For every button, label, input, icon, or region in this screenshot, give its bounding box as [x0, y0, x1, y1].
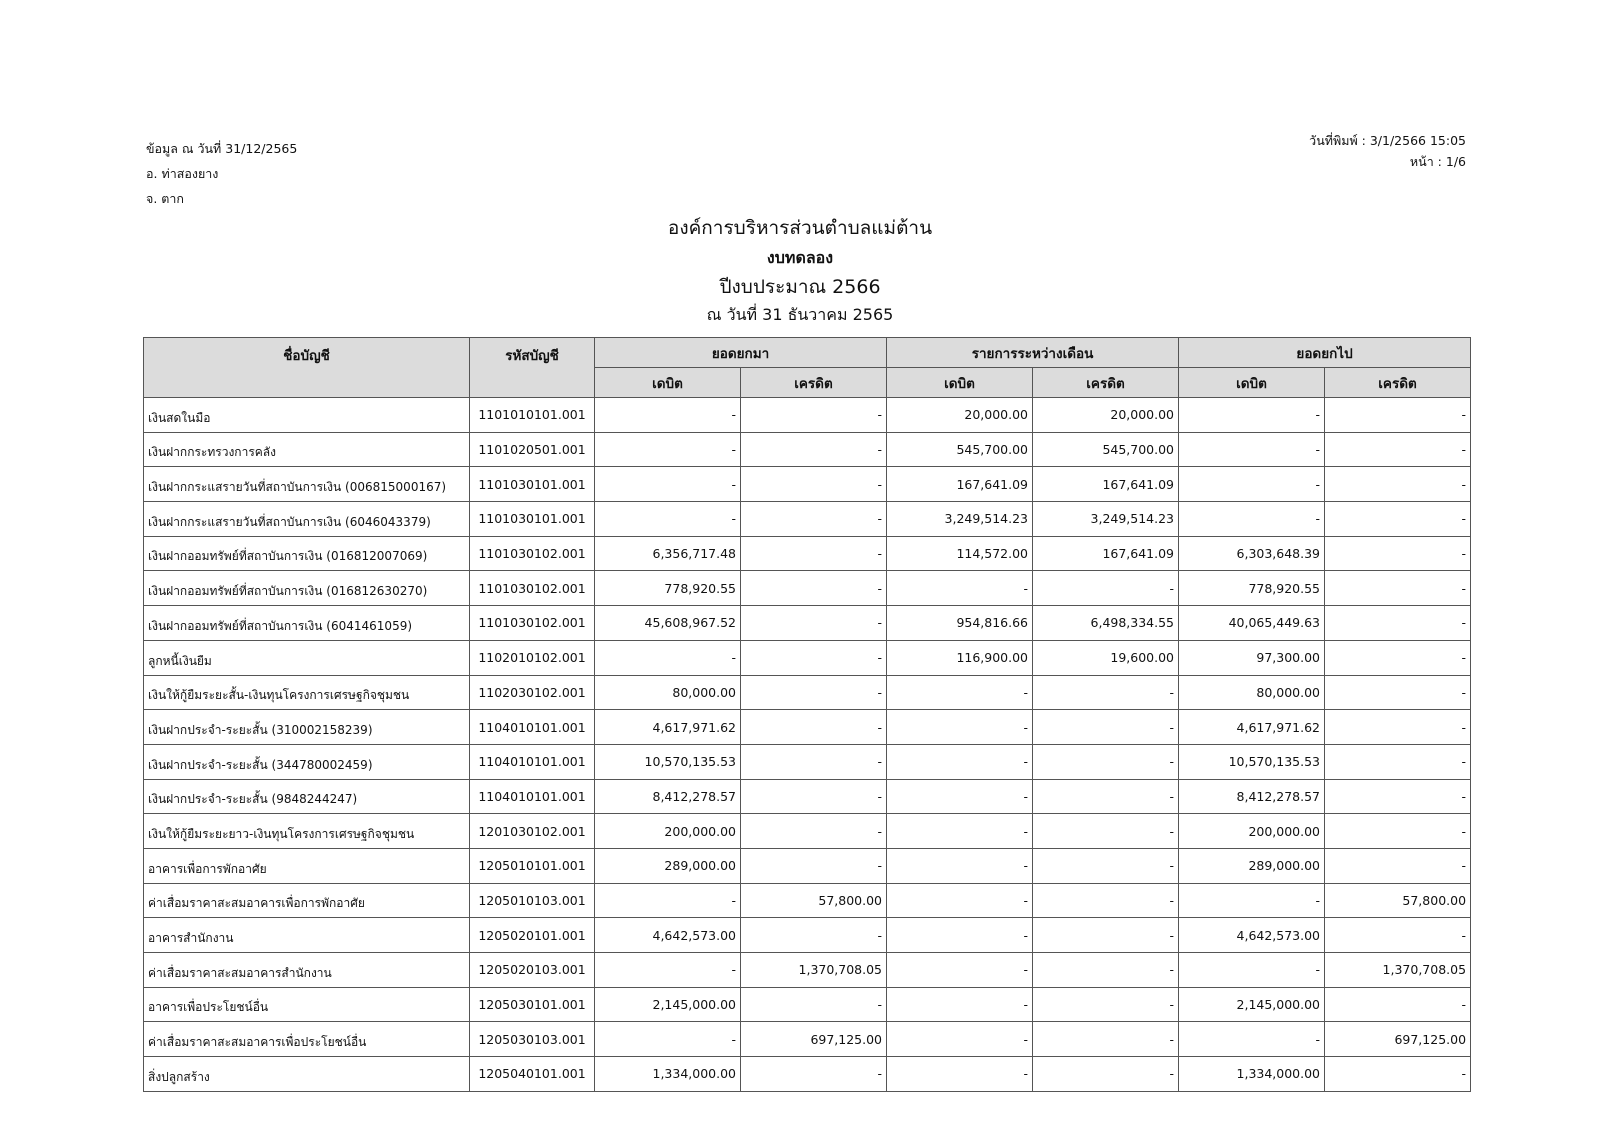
cf-debit-cell: 10,570,135.53: [1179, 744, 1325, 779]
cf-credit-cell: -: [1325, 606, 1471, 641]
bf-credit-cell: -: [741, 675, 887, 710]
month-credit-cell: -: [1033, 710, 1179, 745]
bf-credit-cell: -: [741, 640, 887, 675]
month-debit-cell: -: [887, 987, 1033, 1022]
table-row: [144, 848, 1471, 883]
account-name-cell: อาคารเพื่อการพักอาศัย: [144, 848, 470, 883]
trial-balance-table: [143, 337, 1471, 1092]
account-name-cell: เงินให้กู้ยืมระยะสั้น-เงินทุนโครงการเศรษฐกิจชุมชน: [144, 675, 470, 710]
month-debit-cell: -: [887, 675, 1033, 710]
page-number: หน้า : 1/6: [1409, 154, 1466, 169]
account-name-cell: เงินให้กู้ยืมระยะยาว-เงินทุนโครงการเศรษฐกิจชุมชน: [144, 814, 470, 849]
account-code-cell: 1101030101.001: [470, 502, 595, 537]
account-code-cell: 1201030102.001: [470, 814, 595, 849]
account-name-cell: เงินฝากออมทรัพย์ที่สถาบันการเงิน (016812630270): [144, 571, 470, 606]
month-credit-cell: 167,641.09: [1033, 467, 1179, 502]
cf-credit-cell: -: [1325, 467, 1471, 502]
month-debit-cell: -: [887, 1022, 1033, 1057]
cf-credit-cell: -: [1325, 432, 1471, 467]
table-row: [144, 467, 1471, 502]
cf-credit-cell: -: [1325, 814, 1471, 849]
account-name-cell: เงินฝากกระทรวงการคลัง: [144, 432, 470, 467]
cf-credit-cell: -: [1325, 502, 1471, 537]
account-name-cell: เงินฝากประจำ-ระยะสั้น (310002158239): [144, 710, 470, 745]
account-name-cell: อาคารสำนักงาน: [144, 918, 470, 953]
cf-credit-cell: 697,125.00: [1325, 1022, 1471, 1057]
bf-credit-cell: -: [741, 398, 887, 433]
table-row: [144, 536, 1471, 571]
account-name-cell: เงินฝากออมทรัพย์ที่สถาบันการเงิน (6041461059): [144, 606, 470, 641]
month-debit-cell: -: [887, 918, 1033, 953]
table-row: [144, 502, 1471, 537]
account-code-cell: 1205010101.001: [470, 848, 595, 883]
account-code-cell: 1101010101.001: [470, 398, 595, 433]
table-row: [144, 432, 1471, 467]
cf-debit-cell: -: [1179, 502, 1325, 537]
month-debit-cell: -: [887, 744, 1033, 779]
table-row: [144, 814, 1471, 849]
account-code-cell: 1101020501.001: [470, 432, 595, 467]
month-debit-cell: 114,572.00: [887, 536, 1033, 571]
bf-debit-cell: -: [595, 502, 741, 537]
bf-credit-cell: -: [741, 918, 887, 953]
month-debit-cell: -: [887, 848, 1033, 883]
month-credit-cell: -: [1033, 1022, 1179, 1057]
bf-credit-cell: -: [741, 814, 887, 849]
bf-credit-cell: -: [741, 710, 887, 745]
table-row: [144, 606, 1471, 641]
header-account-name: ชื่อบัญชี: [144, 338, 470, 398]
table-row: [144, 744, 1471, 779]
table-row: [144, 918, 1471, 953]
account-code-cell: 1101030102.001: [470, 536, 595, 571]
cf-debit-cell: 8,412,278.57: [1179, 779, 1325, 814]
table-row: [144, 675, 1471, 710]
cf-credit-cell: -: [1325, 536, 1471, 571]
cf-credit-cell: -: [1325, 1057, 1471, 1092]
cf-credit-cell: -: [1325, 640, 1471, 675]
cf-credit-cell: -: [1325, 918, 1471, 953]
bf-debit-cell: 80,000.00: [595, 675, 741, 710]
account-code-cell: 1205030103.001: [470, 1022, 595, 1057]
header-debit: เดบิต: [1179, 368, 1325, 398]
report-meta-right: [1309, 130, 1466, 172]
account-name-cell: ค่าเสื่อมราคาสะสมอาคารเพื่อการพักอาศัย: [144, 883, 470, 918]
month-credit-cell: 20,000.00: [1033, 398, 1179, 433]
month-credit-cell: -: [1033, 953, 1179, 988]
bf-credit-cell: -: [741, 536, 887, 571]
bf-debit-cell: 1,334,000.00: [595, 1057, 741, 1092]
table-row: [144, 571, 1471, 606]
month-debit-cell: -: [887, 1057, 1033, 1092]
cf-credit-cell: 1,370,708.05: [1325, 953, 1471, 988]
month-credit-cell: -: [1033, 987, 1179, 1022]
table-row: [144, 1057, 1471, 1092]
month-debit-cell: 116,900.00: [887, 640, 1033, 675]
table-row: [144, 640, 1471, 675]
month-credit-cell: 545,700.00: [1033, 432, 1179, 467]
district: อ. ท่าสองยาง: [146, 166, 219, 181]
account-code-cell: 1205010103.001: [470, 883, 595, 918]
table-row: [144, 1022, 1471, 1057]
bf-credit-cell: -: [741, 502, 887, 537]
month-credit-cell: -: [1033, 1057, 1179, 1092]
bf-debit-cell: -: [595, 1022, 741, 1057]
account-code-cell: 1104010101.001: [470, 710, 595, 745]
account-name-cell: เงินสดในมือ: [144, 398, 470, 433]
cf-credit-cell: -: [1325, 710, 1471, 745]
account-name-cell: สิ่งปลูกสร้าง: [144, 1057, 470, 1092]
month-credit-cell: -: [1033, 675, 1179, 710]
account-name-cell: ลูกหนี้เงินยืม: [144, 640, 470, 675]
cf-credit-cell: -: [1325, 848, 1471, 883]
table-row: [144, 953, 1471, 988]
header-during-month: รายการระหว่างเดือน: [887, 338, 1179, 368]
month-debit-cell: 167,641.09: [887, 467, 1033, 502]
bf-debit-cell: -: [595, 432, 741, 467]
month-credit-cell: -: [1033, 918, 1179, 953]
bf-debit-cell: 10,570,135.53: [595, 744, 741, 779]
bf-credit-cell: -: [741, 744, 887, 779]
account-code-cell: 1205040101.001: [470, 1057, 595, 1092]
month-credit-cell: 167,641.09: [1033, 536, 1179, 571]
cf-credit-cell: -: [1325, 744, 1471, 779]
account-code-cell: 1101030102.001: [470, 571, 595, 606]
bf-debit-cell: -: [595, 953, 741, 988]
month-debit-cell: -: [887, 883, 1033, 918]
account-name-cell: อาคารเพื่อประโยชน์อื่น: [144, 987, 470, 1022]
account-code-cell: 1205020103.001: [470, 953, 595, 988]
header-carried-forward: ยอดยกไป: [1179, 338, 1471, 368]
account-code-cell: 1205030101.001: [470, 987, 595, 1022]
cf-credit-cell: -: [1325, 675, 1471, 710]
header-credit: เครดิต: [741, 368, 887, 398]
cf-debit-cell: 97,300.00: [1179, 640, 1325, 675]
province: จ. ตาก: [146, 191, 184, 206]
account-name-cell: เงินฝากประจำ-ระยะสั้น (344780002459): [144, 744, 470, 779]
month-credit-cell: -: [1033, 744, 1179, 779]
fiscal-year-title: ปีงบประมาณ 2566: [719, 276, 881, 298]
bf-credit-cell: 697,125.00: [741, 1022, 887, 1057]
cf-debit-cell: 1,334,000.00: [1179, 1057, 1325, 1092]
month-debit-cell: -: [887, 571, 1033, 606]
table-body: [144, 398, 1471, 1092]
bf-credit-cell: -: [741, 432, 887, 467]
month-credit-cell: -: [1033, 848, 1179, 883]
account-name-cell: เงินฝากออมทรัพย์ที่สถาบันการเงิน (016812007069): [144, 536, 470, 571]
account-name-cell: เงินฝากประจำ-ระยะสั้น (9848244247): [144, 779, 470, 814]
month-credit-cell: -: [1033, 779, 1179, 814]
cf-debit-cell: 200,000.00: [1179, 814, 1325, 849]
organization-title: องค์การบริหารส่วนตำบลแม่ต้าน: [667, 217, 933, 239]
month-credit-cell: -: [1033, 814, 1179, 849]
cf-debit-cell: -: [1179, 953, 1325, 988]
cf-credit-cell: -: [1325, 398, 1471, 433]
header-account-code: รหัสบัญชี: [470, 338, 595, 398]
account-code-cell: 1104010101.001: [470, 779, 595, 814]
bf-debit-cell: 289,000.00: [595, 848, 741, 883]
account-name-cell: ค่าเสื่อมราคาสะสมอาคารเพื่อประโยชน์อื่น: [144, 1022, 470, 1057]
month-credit-cell: 6,498,334.55: [1033, 606, 1179, 641]
account-code-cell: 1205020101.001: [470, 918, 595, 953]
month-credit-cell: -: [1033, 571, 1179, 606]
account-code-cell: 1101030102.001: [470, 606, 595, 641]
cf-debit-cell: -: [1179, 883, 1325, 918]
report-titles: [0, 212, 1600, 328]
bf-debit-cell: 2,145,000.00: [595, 987, 741, 1022]
month-debit-cell: -: [887, 814, 1033, 849]
bf-credit-cell: -: [741, 1057, 887, 1092]
account-code-cell: 1102010102.001: [470, 640, 595, 675]
as-of-date: ณ วันที่ 31 ธันวาคม 2565: [706, 305, 894, 324]
month-credit-cell: 3,249,514.23: [1033, 502, 1179, 537]
table-row: [144, 710, 1471, 745]
bf-debit-cell: 8,412,278.57: [595, 779, 741, 814]
cf-credit-cell: -: [1325, 779, 1471, 814]
cf-debit-cell: 4,642,573.00: [1179, 918, 1325, 953]
bf-debit-cell: 6,356,717.48: [595, 536, 741, 571]
bf-credit-cell: -: [741, 606, 887, 641]
header-credit: เครดิต: [1033, 368, 1179, 398]
header-row-groups: [144, 338, 1471, 368]
cf-debit-cell: 2,145,000.00: [1179, 987, 1325, 1022]
bf-debit-cell: -: [595, 640, 741, 675]
table-header: [144, 338, 1471, 398]
bf-debit-cell: -: [595, 398, 741, 433]
account-code-cell: 1104010101.001: [470, 744, 595, 779]
table-row: [144, 883, 1471, 918]
header-debit: เดบิต: [887, 368, 1033, 398]
print-date: วันที่พิมพ์ : 3/1/2566 15:05: [1309, 133, 1466, 148]
cf-debit-cell: -: [1179, 398, 1325, 433]
account-code-cell: 1102030102.001: [470, 675, 595, 710]
month-credit-cell: -: [1033, 883, 1179, 918]
bf-debit-cell: -: [595, 883, 741, 918]
cf-credit-cell: -: [1325, 571, 1471, 606]
table-row: [144, 987, 1471, 1022]
header-credit: เครดิต: [1325, 368, 1471, 398]
report-meta-left: [146, 136, 297, 211]
bf-debit-cell: 4,617,971.62: [595, 710, 741, 745]
cf-credit-cell: 57,800.00: [1325, 883, 1471, 918]
cf-debit-cell: 80,000.00: [1179, 675, 1325, 710]
account-name-cell: ค่าเสื่อมราคาสะสมอาคารสำนักงาน: [144, 953, 470, 988]
account-code-cell: 1101030101.001: [470, 467, 595, 502]
month-debit-cell: 545,700.00: [887, 432, 1033, 467]
bf-credit-cell: -: [741, 987, 887, 1022]
bf-debit-cell: 45,608,967.52: [595, 606, 741, 641]
table-row: [144, 779, 1471, 814]
bf-credit-cell: -: [741, 467, 887, 502]
data-date: ข้อมูล ณ วันที่ 31/12/2565: [146, 141, 298, 156]
account-name-cell: เงินฝากกระแสรายวันที่สถาบันการเงิน (6046043379): [144, 502, 470, 537]
month-debit-cell: 20,000.00: [887, 398, 1033, 433]
cf-debit-cell: 6,303,648.39: [1179, 536, 1325, 571]
cf-credit-cell: -: [1325, 987, 1471, 1022]
month-credit-cell: 19,600.00: [1033, 640, 1179, 675]
table-row: [144, 398, 1471, 433]
cf-debit-cell: -: [1179, 467, 1325, 502]
month-debit-cell: 3,249,514.23: [887, 502, 1033, 537]
cf-debit-cell: -: [1179, 1022, 1325, 1057]
bf-debit-cell: 200,000.00: [595, 814, 741, 849]
bf-debit-cell: -: [595, 467, 741, 502]
month-debit-cell: -: [887, 710, 1033, 745]
cf-debit-cell: -: [1179, 432, 1325, 467]
month-debit-cell: -: [887, 779, 1033, 814]
month-debit-cell: 954,816.66: [887, 606, 1033, 641]
header-brought-forward: ยอดยกมา: [595, 338, 887, 368]
bf-debit-cell: 4,642,573.00: [595, 918, 741, 953]
bf-credit-cell: -: [741, 848, 887, 883]
account-name-cell: เงินฝากกระแสรายวันที่สถาบันการเงิน (006815000167): [144, 467, 470, 502]
bf-credit-cell: 1,370,708.05: [741, 953, 887, 988]
bf-debit-cell: 778,920.55: [595, 571, 741, 606]
bf-credit-cell: -: [741, 779, 887, 814]
cf-debit-cell: 40,065,449.63: [1179, 606, 1325, 641]
report-title: งบทดลอง: [766, 248, 834, 267]
cf-debit-cell: 778,920.55: [1179, 571, 1325, 606]
bf-credit-cell: -: [741, 571, 887, 606]
header-debit: เดบิต: [595, 368, 741, 398]
cf-debit-cell: 4,617,971.62: [1179, 710, 1325, 745]
bf-credit-cell: 57,800.00: [741, 883, 887, 918]
cf-debit-cell: 289,000.00: [1179, 848, 1325, 883]
month-debit-cell: -: [887, 953, 1033, 988]
